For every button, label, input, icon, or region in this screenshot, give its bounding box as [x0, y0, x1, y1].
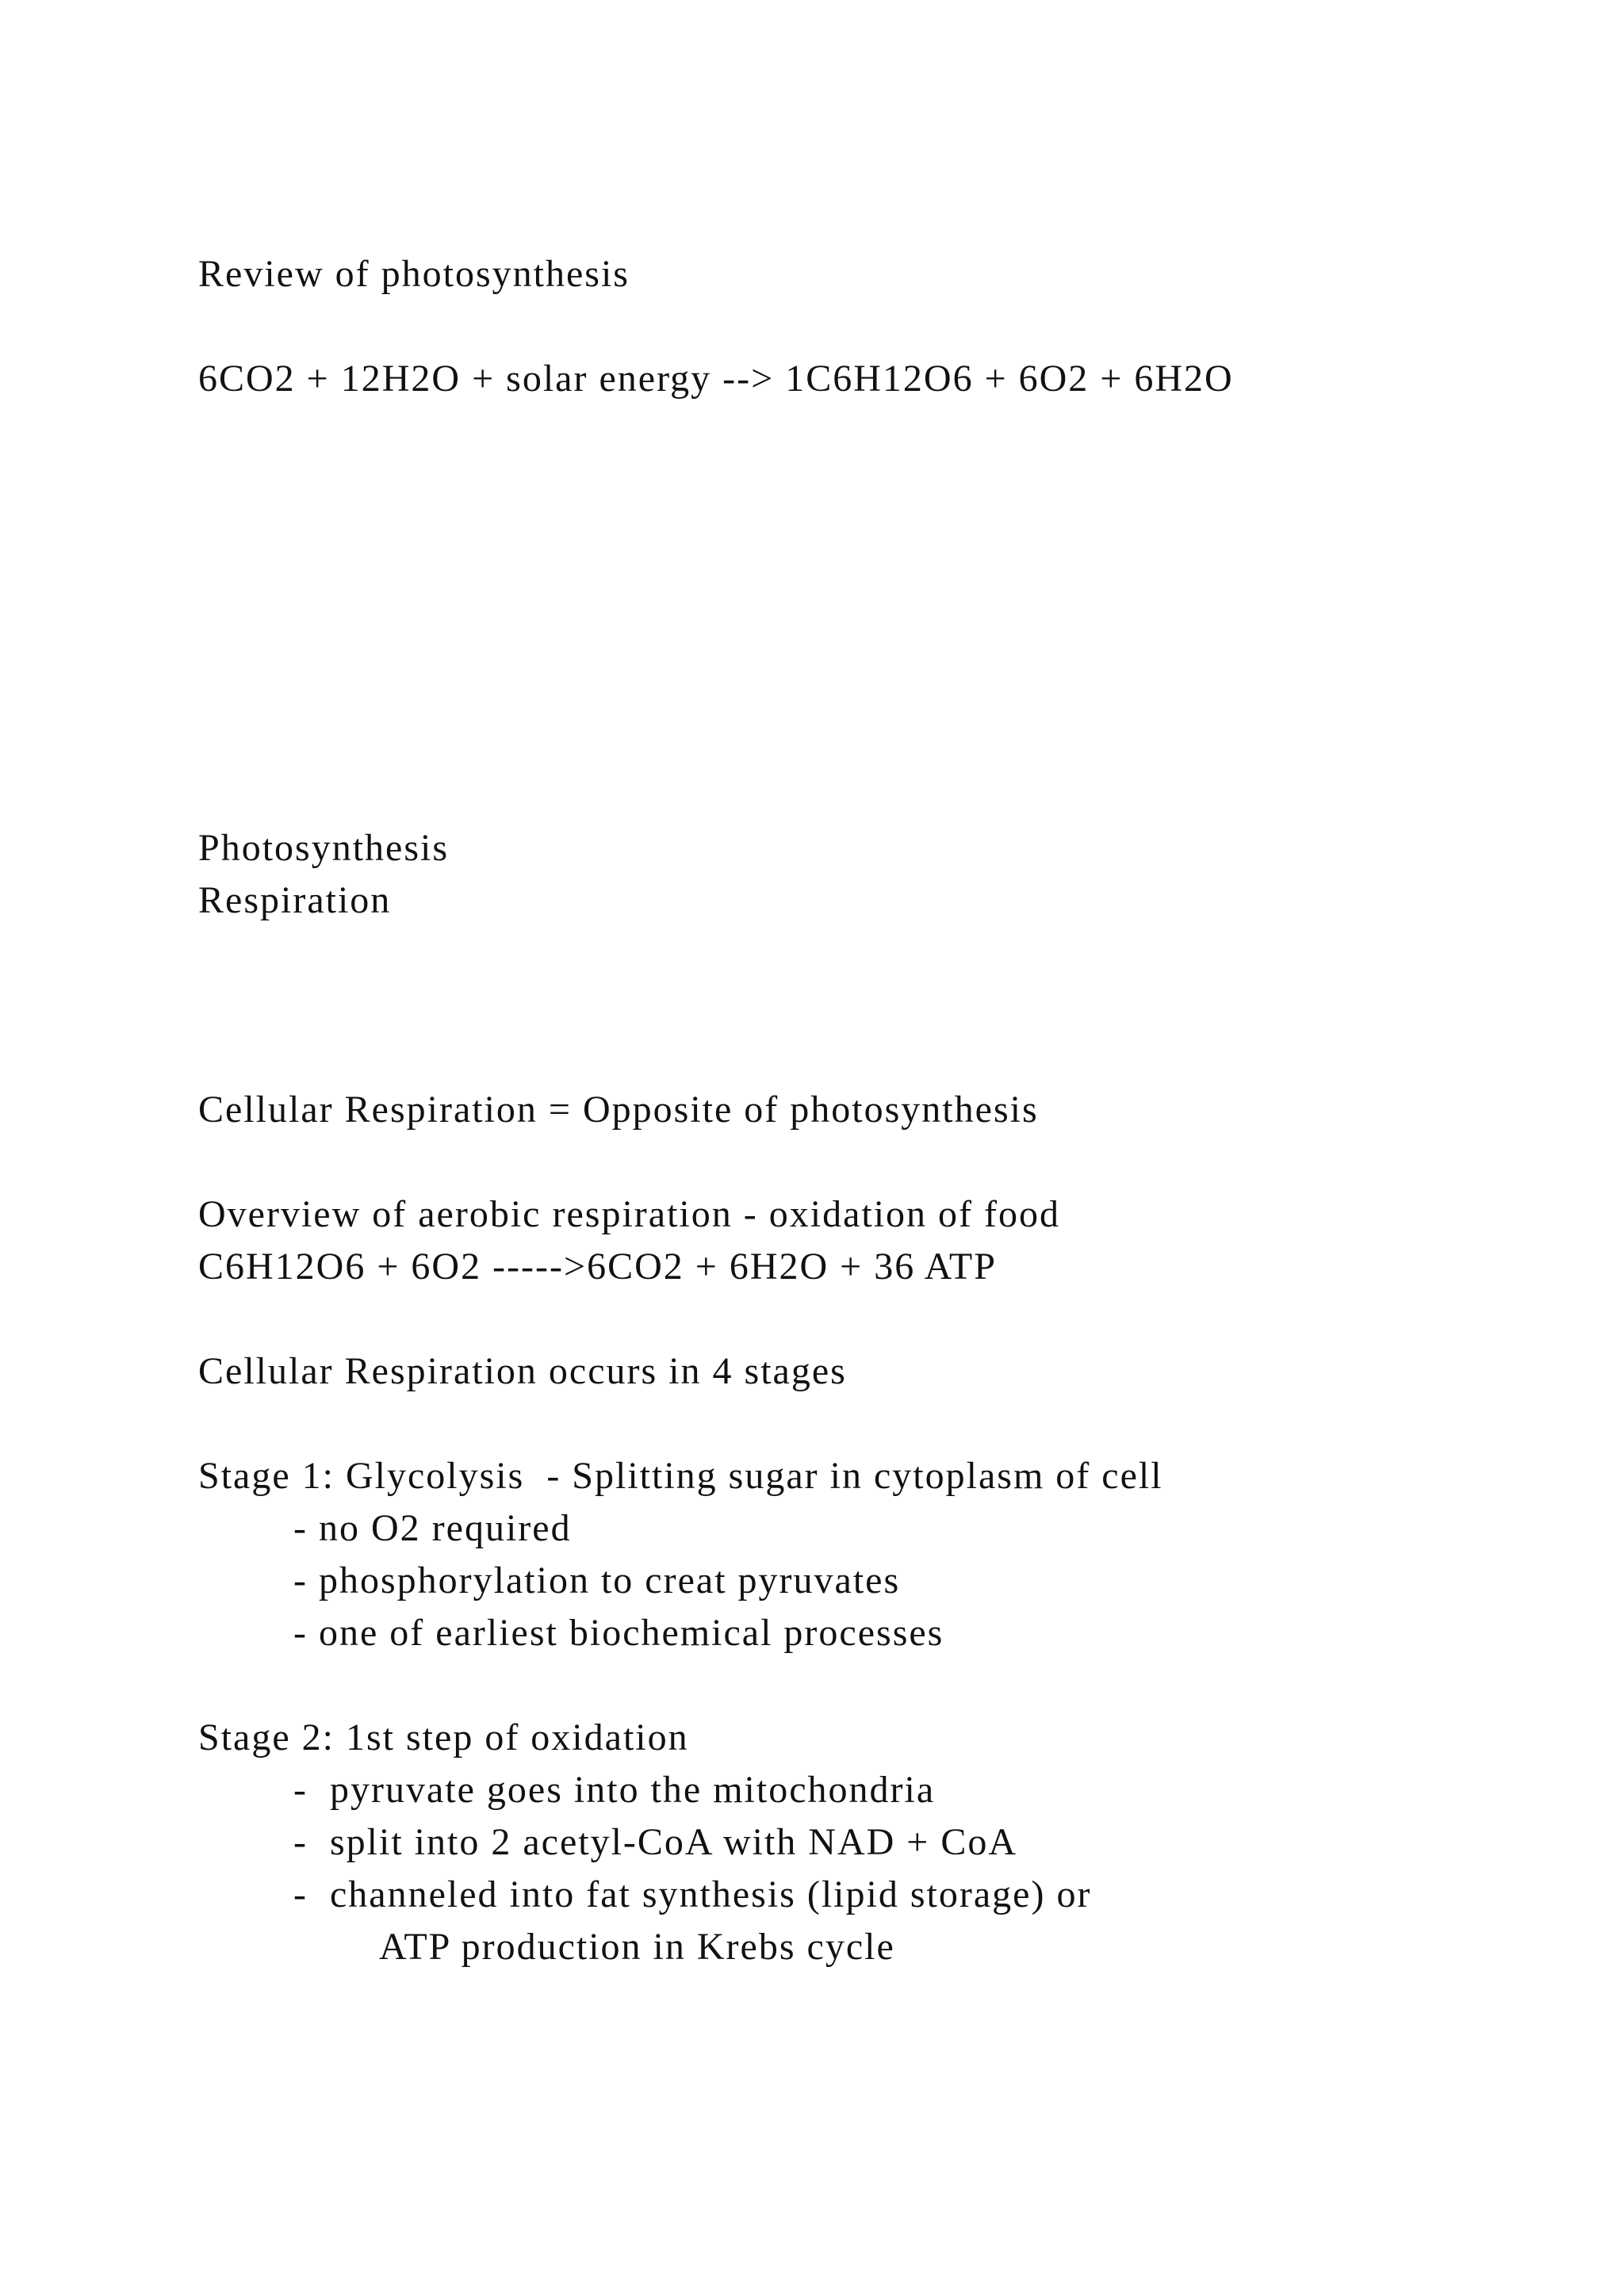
photosynthesis-equation: 6CO2 + 12H2O + solar energy --> 1C6H12O6 + 6O2 + 6H2O — [198, 358, 1234, 400]
stage2-heading: Stage 2: 1st step of oxidation — [198, 1716, 689, 1758]
stage1-point: - phosphorylation to creat pyruvates — [293, 1559, 901, 1601]
review-title: Review of photosynthesis — [198, 253, 630, 295]
label-respiration: Respiration — [198, 879, 392, 921]
stage2-continuation: ATP production in Krebs cycle — [379, 1926, 895, 1968]
cellular-respiration-definition: Cellular Respiration = Opposite of photosynthesis — [198, 1089, 1039, 1131]
stages-intro: Cellular Respiration occurs in 4 stages — [198, 1350, 847, 1392]
stage1-point: - no O2 required — [293, 1507, 572, 1549]
respiration-equation: C6H12O6 + 6O2 ----->6CO2 + 6H2O + 36 ATP — [198, 1246, 997, 1288]
label-photosynthesis: Photosynthesis — [198, 827, 450, 869]
aerobic-overview-title: Overview of aerobic respiration - oxidation of food — [198, 1193, 1061, 1235]
stage1-point: - one of earliest biochemical processes — [293, 1612, 944, 1654]
stage1-heading: Stage 1: Glycolysis - Splitting sugar in cytoplasm of cell — [198, 1455, 1163, 1497]
stage2-point: - pyruvate goes into the mitochondria — [293, 1769, 936, 1811]
stage2-point: - channeled into fat synthesis (lipid storage) or — [293, 1873, 1092, 1915]
stage2-point: - split into 2 acetyl-CoA with NAD + CoA — [293, 1821, 1018, 1863]
